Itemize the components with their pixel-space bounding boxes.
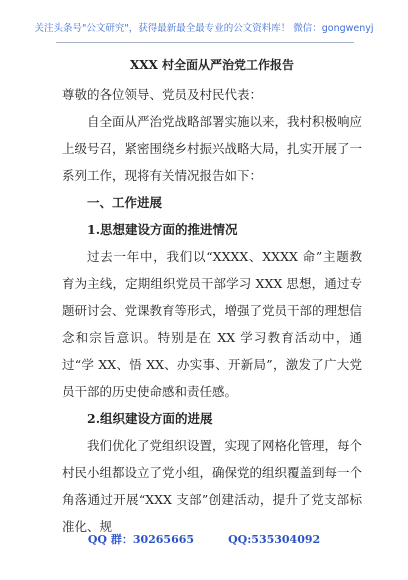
document-title: XXX 村全面从严治党工作报告: [129, 58, 295, 72]
subheading-2: 2.组织建设方面的进展: [87, 411, 213, 426]
footer-qq-group: QQ 群：30265665: [87, 533, 195, 546]
footer-qq-contact: QQ:535304092: [228, 533, 321, 546]
header-divider: [56, 42, 354, 43]
intro-paragraph: 自全面从严治党战略部署实施以来，我村积极响应上级号召，紧密围绕乡村振兴战略大局，扎实开展了一系列工作，现将有关情况报告如下：: [62, 114, 363, 183]
document-body: [62, 52, 362, 540]
paragraph-2: 我们优化了党组织设置，实现了网格化管理，每个村民小组都设立了党小组，确保党的组织覆盖到每一个角落通过开展“XXX 支部”创建活动，提升了党支部标准化、规: [62, 438, 363, 534]
paragraph-1: 过去一年中，我们以“XXXX、XXXX 命”主题教育为主线，定期组织党员干部学习 XXX 思想，通过专题研讨会、党课教育等形式，增强了党员干部的理想信念和宗旨意识。特别是在 XX 学习教育活动中，通过“学 XX、悟 XX、办实事、开新局”，激发了广大党员干部的历史使命感和责任感。: [62, 249, 363, 399]
section-heading-1: 一、工作进展: [87, 195, 163, 210]
footer: [0, 531, 408, 547]
header-banner: 关注头条号"公文研究"，获得最新最全最专业的公文资料库！ 微信：gongwenyj: [34, 23, 374, 34]
subheading-1: 1.思想建设方面的推进情况: [87, 222, 238, 237]
salutation: 尊敬的各位领导、党员及村民代表：: [62, 87, 263, 102]
